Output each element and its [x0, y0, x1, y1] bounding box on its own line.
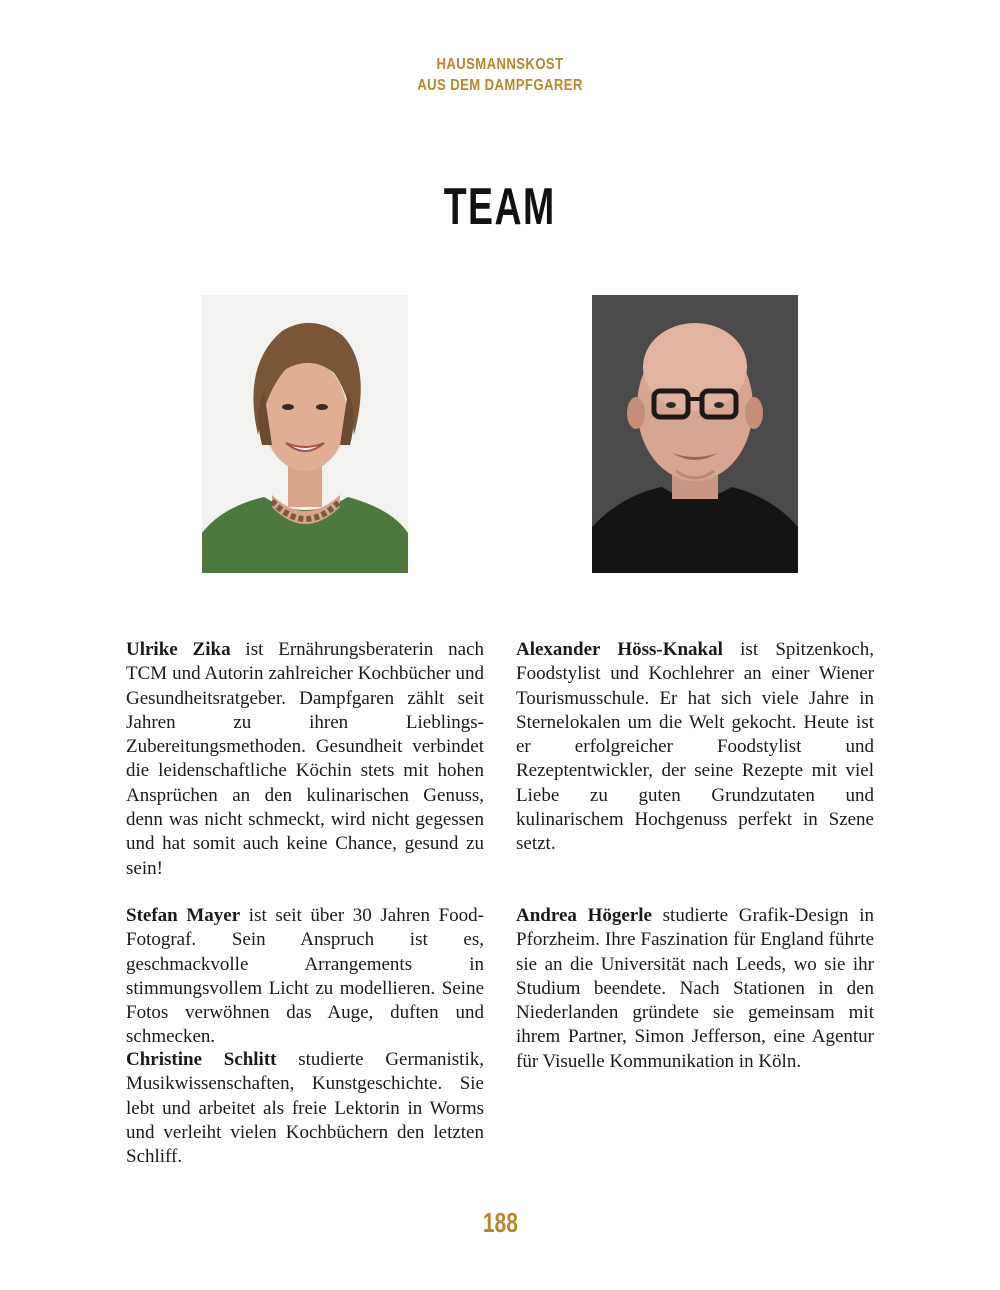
- bio-text: studierte Germanistik, Musikwissenschaften, Kunstgeschichte. Sie lebt und arbeitet als freie Lektorin in Worms und verleiht vielen Kochbüchern den letzten Schliff.: [126, 1049, 484, 1168]
- bio-christine-schlitt: [126, 1048, 484, 1169]
- bio-name: Andrea Högerle: [516, 905, 652, 926]
- page-number: [0, 1207, 1000, 1239]
- bio-alexander-hoess-knakal: [516, 638, 874, 857]
- bio-text: studierte Grafik-Design in Pforzheim. Ihre Faszination für England führte sie an die Universität nach Leeds, wo sie ihr Studium beendete. Nach Stationen in den Niederlanden gründete sie gemeinsam mit ihrem Partner, Simon Jefferson, eine Agentur für Visuelle Kommunikation in Köln.: [516, 905, 874, 1072]
- portrait-man-image: [592, 295, 798, 573]
- running-header: [0, 54, 1000, 96]
- bio-name: Stefan Mayer: [126, 905, 241, 926]
- bio-text: ist Spitzenkoch, Foodstylist und Kochlehrer an einer Wiener Tourismusschule. Er hat sich viele Jahre in Sternelokalen um die Welt gekocht. Heute ist er erfolgreicher Foodstylist und Rezeptentwickler, der seine Rezepte mit viel Liebe zu guten Grundzutaten und kulinarischem Hochgenuss perfekt in Szene setzt.: [516, 639, 874, 855]
- bio-stefan-mayer: [126, 904, 484, 1050]
- bio-name: Christine Schlitt: [126, 1049, 277, 1070]
- bio-text: ist Ernährungsberaterin nach TCM und Autorin zahlreicher Kochbücher und Gesundheitsratgeber. Dampfgaren zählt seit Jahren zu ihren Lieblings-Zubereitungsmethoden. Gesundheit verbindet die leidenschaftliche Köchin stets mit hohen Ansprüchen an den kulinarischen Genuss, denn was nicht schmeckt, wird nicht gegessen und hat somit auch keine Chance, gesund zu sein!: [126, 639, 485, 879]
- portrait-photo-woman: [202, 295, 408, 573]
- page-number-text: 188: [482, 1207, 518, 1238]
- page-title-text: TEAM: [444, 178, 556, 236]
- page-title: [0, 176, 1000, 238]
- bio-ulrike-zika: [126, 638, 484, 881]
- running-header-line-2: AUS DEM DAMPFGARER: [417, 77, 583, 94]
- portrait-photo-man: [592, 295, 798, 573]
- bio-text: ist seit über 30 Jahren Food-Fotograf. Sein Anspruch ist es, geschmackvolle Arrangements in stimmungsvollem Licht zu modellieren. Seine Fotos verwöhnen das Auge, duften und schmecken.: [126, 905, 485, 1048]
- bio-name: Alexander Höss-Knakal: [516, 639, 723, 660]
- portrait-woman-image: [202, 295, 408, 573]
- running-header-line-1: HAUSMANNSKOST: [436, 56, 564, 73]
- bio-name: Ulrike Zika: [126, 639, 231, 660]
- bio-andrea-hoegerle: [516, 904, 874, 1074]
